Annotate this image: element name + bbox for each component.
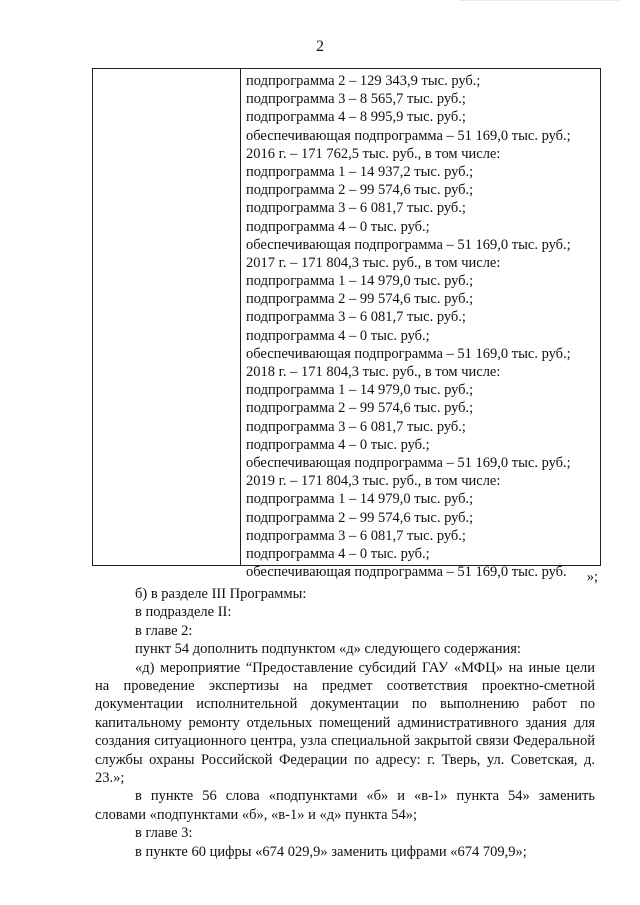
table-line: обеспечивающая подпрограмма – 51 169,0 тыс. руб.; bbox=[246, 345, 571, 362]
table-line: 2018 г. – 171 804,3 тыс. руб., в том числе: bbox=[246, 364, 501, 380]
table-line: подпрограмма 2 – 99 574,6 тыс. руб.; bbox=[246, 182, 474, 199]
table-line: обеспечивающая подпрограмма – 51 169,0 тыс. руб.; bbox=[246, 454, 571, 471]
table-line: 2017 г. – 171 804,3 тыс. руб., в том числе: bbox=[246, 254, 501, 271]
table-line: подпрограмма 1 – 14 979,0 тыс. руб.; bbox=[246, 382, 474, 399]
body-paragraph: в пункте 56 слова «подпунктами «б» и «в-1» пункта 54» заменить словами «подпунктами «б», «в-1» и «д» пункта 54»; bbox=[95, 788, 595, 823]
table-line: подпрограмма 4 – 8 995,9 тыс. руб.; bbox=[246, 109, 466, 126]
header-scan-mark bbox=[460, 0, 620, 5]
table-line: подпрограмма 3 – 6 081,7 тыс. руб.; bbox=[246, 418, 466, 435]
table-line: подпрограмма 1 – 14 979,0 тыс. руб.; bbox=[246, 273, 474, 290]
table-left-column bbox=[93, 69, 241, 565]
table-line: подпрограмма 4 – 0 тыс. руб.; bbox=[246, 545, 430, 562]
body-paragraph: в главе 2: bbox=[135, 622, 193, 639]
funding-table bbox=[92, 68, 601, 581]
table-line: 2016 г. – 171 762,5 тыс. руб., в том числе: bbox=[246, 145, 501, 162]
table-line: подпрограмма 2 – 129 343,9 тыс. руб.; bbox=[246, 73, 481, 89]
table-line: подпрограмма 3 – 6 081,7 тыс. руб.; bbox=[246, 527, 466, 544]
body-paragraph: в главе 3: bbox=[135, 825, 193, 842]
body-paragraph: в пункте 60 цифры «674 029,9» заменить цифрами «674 709,9»; bbox=[135, 843, 527, 860]
table-line: подпрограмма 1 – 14 979,0 тыс. руб.; bbox=[246, 491, 474, 508]
document-body bbox=[95, 585, 595, 861]
body-paragraph: «д) мероприятие “Предоставление субсидий ГАУ «МФЦ» на иные цели на проведение экспертизы на предмет соответствия проектно-сметной документации исполнительной документации по выполнению работ по капитальному ремонту отдельных помещений административного здания для создания ситуационного центра, узла специальной закрытой связи Федеральной службы охраны Российской Федерации по адресу: г. Тверь, ул. Советская, д. 23.»; bbox=[95, 659, 595, 787]
table-line: обеспечивающая подпрограмма – 51 169,0 тыс. руб. bbox=[246, 564, 567, 581]
table-line: подпрограмма 2 – 99 574,6 тыс. руб.; bbox=[246, 509, 474, 526]
table-line: подпрограмма 4 – 0 тыс. руб.; bbox=[246, 327, 430, 344]
page-number: 2 bbox=[316, 38, 324, 55]
table-line: обеспечивающая подпрограмма – 51 169,0 тыс. руб.; bbox=[246, 127, 571, 144]
body-paragraph: в подразделе II: bbox=[135, 604, 232, 621]
table-line: подпрограмма 3 – 6 081,7 тыс. руб.; bbox=[246, 200, 466, 217]
table-line: подпрограмма 1 – 14 937,2 тыс. руб.; bbox=[246, 163, 474, 180]
table-line: подпрограмма 2 – 99 574,6 тыс. руб.; bbox=[246, 291, 474, 308]
table-line: подпрограмма 2 – 99 574,6 тыс. руб.; bbox=[246, 400, 474, 417]
table-right-column bbox=[246, 72, 596, 581]
table-line: подпрограмма 4 – 0 тыс. руб.; bbox=[246, 218, 430, 235]
table-line: 2019 г. – 171 804,3 тыс. руб., в том числе: bbox=[246, 473, 501, 490]
table-line: подпрограмма 3 – 6 081,7 тыс. руб.; bbox=[246, 309, 466, 326]
body-paragraph: б) в разделе III Программы: bbox=[135, 586, 307, 602]
table-line: подпрограмма 4 – 0 тыс. руб.; bbox=[246, 436, 430, 453]
body-paragraph: пункт 54 дополнить подпунктом «д» следующего содержания: bbox=[135, 641, 521, 658]
table-line: подпрограмма 3 – 8 565,7 тыс. руб.; bbox=[246, 91, 466, 108]
table-line: обеспечивающая подпрограмма – 51 169,0 тыс. руб.; bbox=[246, 236, 571, 253]
table-closing-quote: »; bbox=[586, 569, 598, 585]
